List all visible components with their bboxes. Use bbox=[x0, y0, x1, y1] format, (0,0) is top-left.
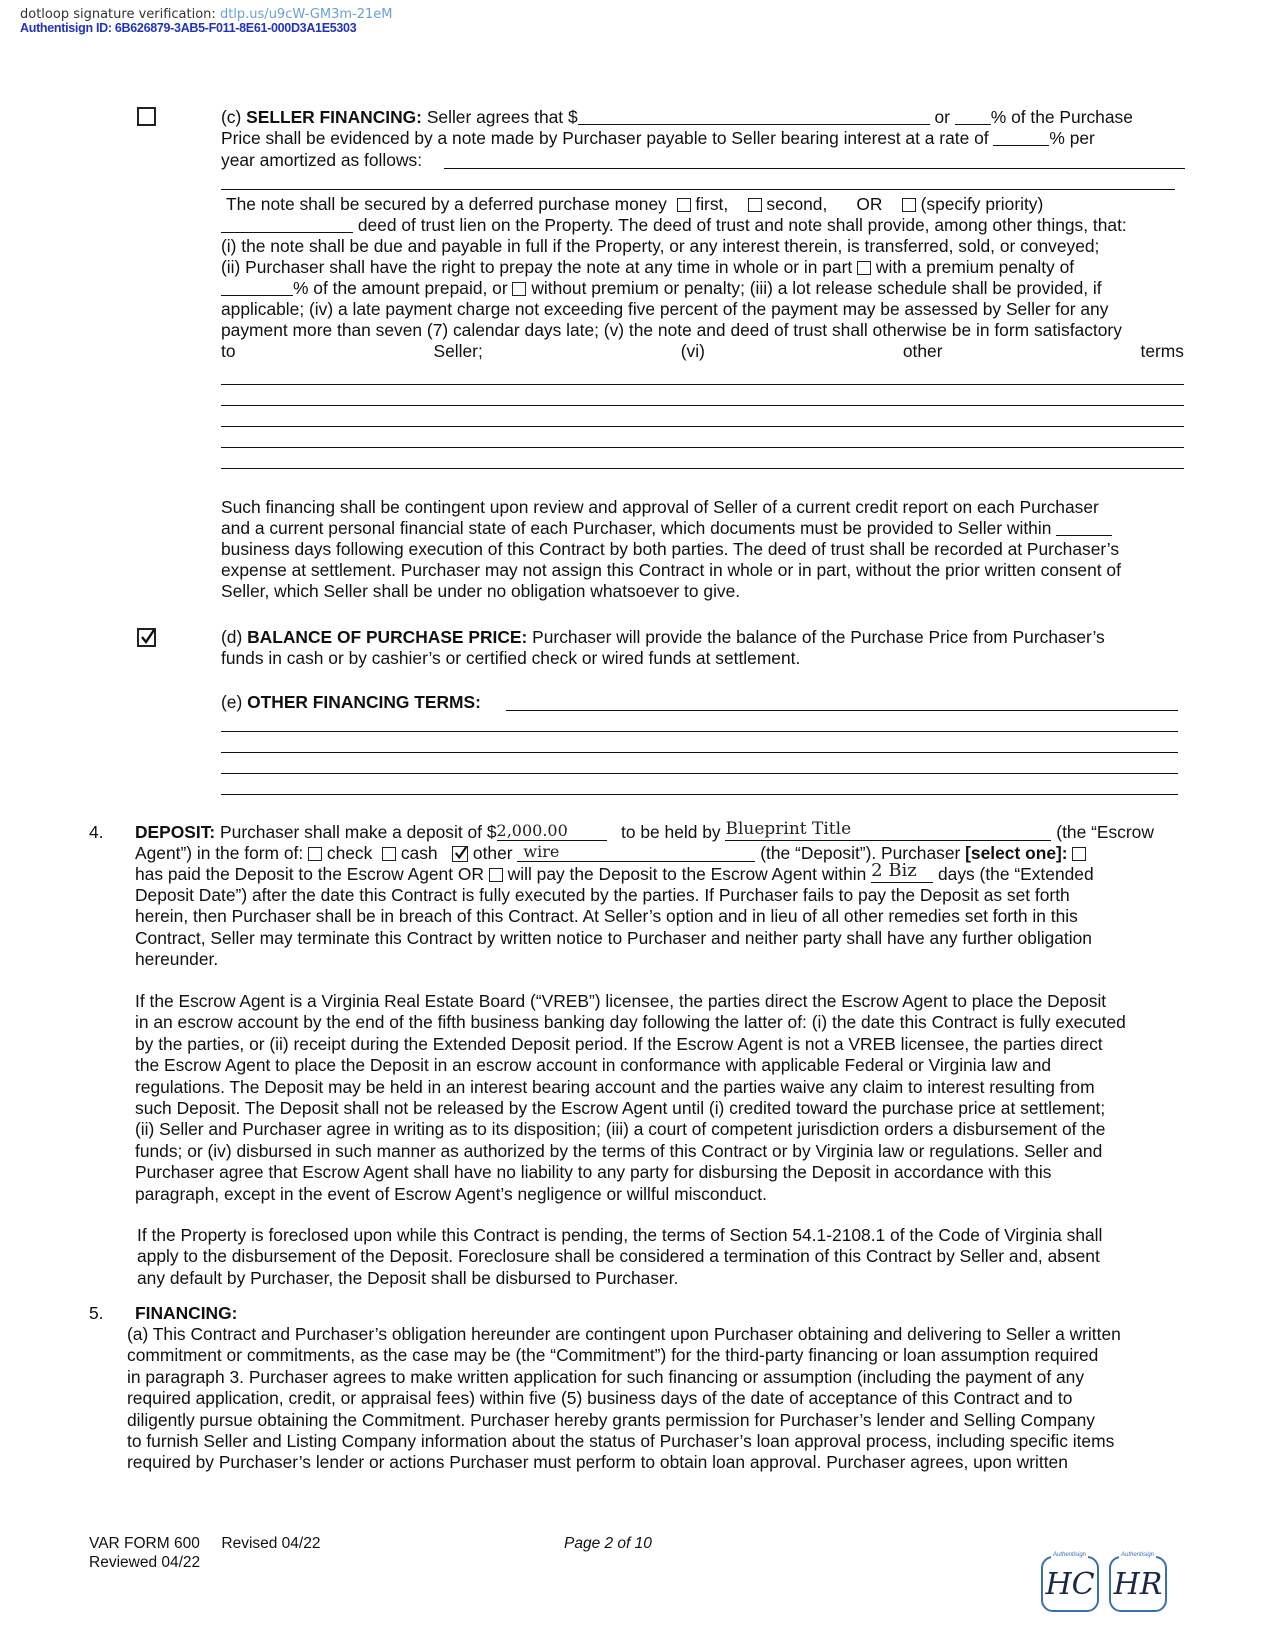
p2-line6: payment more than seven (7) calendar days late; (v) the note and deed of trust shall otherwise be in form satisfactory bbox=[221, 320, 1122, 340]
financing-number: 5. bbox=[89, 1303, 104, 1323]
section-c-line3: year amortized as follows: bbox=[221, 150, 423, 170]
text: deed of trust lien on the Property. The deed of trust and note shall provide, among other things, that: bbox=[357, 215, 1127, 235]
initials-value: HR bbox=[1113, 1567, 1163, 1602]
deposit-text-line: Contract, Seller may terminate this Contract by written notice to Purchaser and neither party shall have any further obligation bbox=[135, 927, 1092, 948]
vreb-line: funds; or (iv) disbursed in such manner as authorized by the terms of this Contract or by Virginia law or regulations. Seller and bbox=[135, 1140, 1103, 1161]
text: Seller; bbox=[433, 341, 483, 361]
other-checkbox-checked[interactable] bbox=[452, 846, 468, 862]
check-checkbox[interactable] bbox=[308, 847, 322, 861]
has-paid-checkbox[interactable] bbox=[1072, 847, 1086, 861]
text: % of the Purchase bbox=[990, 107, 1133, 127]
days-field[interactable] bbox=[871, 860, 933, 883]
foreclosure-line: apply to the disbursement of the Deposit. Foreclosure shall be considered a termination of this Contract by Seller and, absent bbox=[137, 1246, 1100, 1267]
amortized-line-2[interactable] bbox=[221, 189, 1175, 190]
vreb-line: in an escrow account by the end of the fifth business banking day following the latter of: (i) the date this Contract is fully executed bbox=[135, 1012, 1126, 1033]
deposit-text-line: Deposit Date”) after the date this Contract is fully executed by the parties. If Purchaser fails to pay the Deposit as set forth bbox=[135, 885, 1070, 905]
text: (the “Escrow bbox=[1056, 822, 1154, 842]
other-financing-line[interactable] bbox=[221, 752, 1178, 753]
financing-paragraph bbox=[127, 1324, 1185, 1474]
deposit-number: 4. bbox=[89, 822, 104, 842]
foreclosure-paragraph bbox=[137, 1225, 1182, 1289]
text: (d) bbox=[221, 627, 243, 647]
escrow-agent-value: Blueprint Title bbox=[725, 819, 852, 839]
percent-field[interactable] bbox=[955, 108, 991, 125]
section-e-title: OTHER FINANCING TERMS: bbox=[247, 692, 481, 712]
authentisign-tag: Authentisign bbox=[1121, 1552, 1155, 1558]
section-e-heading bbox=[221, 692, 481, 713]
financing-line: required application, credit, or appraisal fees) within five (5) business days of the date of acceptance of this Contract and to bbox=[127, 1388, 1073, 1409]
select-one-label: [select one]: bbox=[965, 843, 1068, 863]
text: with a premium penalty of bbox=[875, 257, 1075, 277]
text: to bbox=[221, 341, 236, 361]
foreclosure-line: If the Property is foreclosed upon while this Contract is pending, the terms of Section 54.1-2108.1 of the Code of Virginia shall bbox=[137, 1225, 1103, 1245]
vreb-line: Purchaser agree that Escrow Agent shall have no liability to any party for disbursing the Deposit in accordance with this bbox=[135, 1162, 1052, 1183]
vreb-line: by the parties, or (ii) receipt during the Extended Deposit period. If the Escrow Agent is not a VREB licensee, the parties direct bbox=[135, 1033, 1103, 1054]
other-terms-line[interactable] bbox=[221, 426, 1184, 427]
will-pay-checkbox[interactable] bbox=[489, 868, 503, 882]
text: check bbox=[326, 843, 373, 863]
text: without premium or penalty; (iii) a lot release schedule shall be provided, if bbox=[531, 278, 1102, 298]
p2-line5: applicable; (iv) a late payment charge not exceeding five percent of the payment may be assessed by Seller for any bbox=[221, 299, 1109, 319]
deposit-text-line: hereunder. bbox=[135, 949, 219, 970]
specify-priority-checkbox[interactable] bbox=[902, 198, 916, 212]
revised-date: Revised 04/22 bbox=[221, 1535, 321, 1552]
text: Purchaser shall make a deposit of $ bbox=[220, 822, 497, 842]
balance-checkbox-checked[interactable] bbox=[137, 628, 156, 647]
footer-form bbox=[89, 1534, 320, 1553]
authentisign-id: Authentisign ID: 6B626879-3AB5-F011-8E61-000D3A1E5303 bbox=[20, 21, 357, 35]
seller-financing-checkbox[interactable] bbox=[137, 107, 156, 126]
interest-rate-field[interactable] bbox=[993, 129, 1049, 146]
deposit-amount-field[interactable] bbox=[496, 821, 607, 841]
initials-box-2[interactable] bbox=[1109, 1552, 1167, 1612]
contingency-line-b bbox=[221, 518, 1184, 539]
other-financing-line[interactable] bbox=[506, 710, 1178, 711]
other-financing-line[interactable] bbox=[221, 773, 1178, 774]
dotloop-verification bbox=[20, 7, 393, 22]
text: % per bbox=[1049, 128, 1095, 148]
text: (e) bbox=[221, 692, 243, 712]
text: The note shall be secured by a deferred purchase money bbox=[226, 194, 667, 214]
secured-line bbox=[226, 194, 1184, 215]
form-number: VAR FORM 600 bbox=[89, 1535, 200, 1552]
financing-title bbox=[135, 1303, 237, 1324]
second-checkbox[interactable] bbox=[748, 198, 762, 212]
vreb-line: (ii) Seller and Purchaser agree in writing as to its disposition; (iii) a court of competent jurisdiction orders a disbursement of the bbox=[135, 1119, 1106, 1140]
vreb-paragraph bbox=[135, 991, 1185, 1205]
text: Seller agrees that $ bbox=[426, 107, 578, 127]
vreb-line: If the Escrow Agent is a Virginia Real Estate Board (“VREB”) licensee, the parties direct the Escrow Agent to place the Deposit bbox=[135, 991, 1107, 1011]
text: terms bbox=[1140, 341, 1184, 361]
text: cash bbox=[400, 843, 438, 863]
p2-line7 bbox=[221, 341, 1184, 362]
vreb-line: such Deposit. The Deposit shall not be released by the Escrow Agent until (i) credited toward the purchase price at settlement; bbox=[135, 1098, 1106, 1119]
initials-box-1[interactable] bbox=[1041, 1552, 1099, 1612]
text: (specify priority) bbox=[920, 194, 1044, 214]
financing-title-text: FINANCING: bbox=[135, 1303, 238, 1323]
financing-line: in paragraph 3. Purchaser agrees to make written application for such financing or assumption (including the payment of any bbox=[127, 1366, 1085, 1387]
checkmark-icon bbox=[454, 846, 468, 860]
text: (vi) bbox=[680, 341, 705, 361]
foreclosure-line: any default by Purchaser, the Deposit shall be disbursed to Purchaser. bbox=[137, 1267, 679, 1288]
amortized-line[interactable] bbox=[444, 168, 1185, 169]
business-days-field[interactable] bbox=[1056, 519, 1112, 536]
escrow-agent-field[interactable] bbox=[725, 819, 1051, 841]
text: other bbox=[902, 341, 943, 361]
other-terms-line[interactable] bbox=[221, 447, 1184, 448]
financing-line: (a) This Contract and Purchaser’s obligation hereunder are contingent upon Purchaser obtaining and delivering to Seller a written bbox=[127, 1324, 1121, 1344]
section-d-line1 bbox=[221, 627, 1184, 648]
premium-penalty-checkbox[interactable] bbox=[857, 261, 871, 275]
text: % of the amount prepaid, or bbox=[293, 278, 508, 298]
cash-checkbox[interactable] bbox=[382, 847, 396, 861]
seller-amount-field[interactable] bbox=[578, 108, 930, 125]
financing-line: diligently pursue obtaining the Commitment. Purchaser hereby grants permission for Purchaser’s lender and Selling Company bbox=[127, 1409, 1095, 1430]
text: Purchaser will provide the balance of the Purchase Price from Purchaser’s bbox=[532, 627, 1105, 647]
text: Agent”) in the form of: bbox=[135, 843, 304, 863]
text: OR bbox=[856, 194, 883, 214]
deposit-title: DEPOSIT: bbox=[135, 822, 216, 842]
deposit-line2 bbox=[135, 843, 1185, 864]
other-financing-line[interactable] bbox=[221, 794, 1178, 795]
contingency-line-a: Such financing shall be contingent upon review and approval of Seller of a current credit report on each Purchaser bbox=[221, 497, 1099, 517]
section-c-line2 bbox=[221, 128, 1184, 149]
other-terms-line[interactable] bbox=[221, 405, 1184, 406]
p2-line1 bbox=[221, 215, 1184, 236]
vreb-line: paragraph, except in the event of Escrow Agent’s negligence or willful misconduct. bbox=[135, 1183, 767, 1204]
initials-value: HC bbox=[1045, 1567, 1095, 1602]
page-number: Page 2 of 10 bbox=[564, 1535, 652, 1552]
other-form-field[interactable] bbox=[517, 842, 755, 862]
deposit-text-line: herein, then Purchaser shall be in breach of this Contract. At Seller’s option and in lieu of all other remedies set forth in this bbox=[135, 906, 1078, 927]
other-terms-line[interactable] bbox=[221, 468, 1184, 469]
no-premium-checkbox[interactable] bbox=[512, 282, 526, 296]
p2-line4 bbox=[221, 278, 1102, 299]
text: days (the “Extended bbox=[937, 864, 1094, 884]
contingency-line-c: business days following execution of this Contract by both parties. The deed of trust shall be recorded at Purchaser’s bbox=[221, 539, 1120, 559]
verification-link[interactable]: dtlp.us/u9cW-GM3m-21eM bbox=[219, 7, 393, 22]
section-d-line2: funds in cash or by cashier’s or certified check or wired funds at settlement. bbox=[221, 648, 801, 668]
p2-line3 bbox=[221, 257, 1074, 278]
deposit-rest bbox=[135, 885, 1185, 971]
footer-reviewed: Reviewed 04/22 bbox=[89, 1554, 201, 1571]
financing-line: required by Purchaser’s lender or actions Purchaser must perform to obtain loan approval. Purchaser agrees, upon written bbox=[127, 1452, 1068, 1473]
other-form-value: wire bbox=[523, 842, 560, 861]
verification-label: dotloop signature verification: bbox=[20, 7, 216, 22]
days-value: 2 Biz bbox=[871, 860, 917, 881]
other-terms-line[interactable] bbox=[221, 384, 1184, 385]
contingency-line-d: expense at settlement. Purchaser may not assign this Contract in whole or in part, without the prior written consent of bbox=[221, 560, 1121, 580]
text: other bbox=[472, 843, 513, 863]
contingency-line-e: Seller, which Seller shall be under no obligation whatsoever to give. bbox=[221, 581, 741, 601]
vreb-line: the Escrow Agent to place the Deposit in an escrow account in conformance with applicable Federal or Virginia law and bbox=[135, 1055, 1052, 1076]
priority-field[interactable] bbox=[221, 216, 353, 233]
first-checkbox[interactable] bbox=[677, 198, 691, 212]
section-c-title: SELLER FINANCING: bbox=[246, 107, 422, 127]
deposit-line3 bbox=[135, 860, 1185, 885]
text: first, bbox=[695, 194, 729, 214]
vreb-line: regulations. The Deposit may be held in an interest bearing account and the parties waive any claim to interest resulting from bbox=[135, 1076, 1095, 1097]
penalty-percent-field[interactable] bbox=[221, 279, 293, 296]
text: to be held by bbox=[621, 822, 721, 842]
text: and a current personal financial state of each Purchaser, which documents must be provided to Seller within bbox=[221, 518, 1052, 538]
deposit-line1 bbox=[135, 819, 1185, 843]
other-financing-line[interactable] bbox=[221, 731, 1178, 732]
checkmark-icon bbox=[140, 629, 156, 645]
text: (ii) Purchaser shall have the right to prepay the note at any time in whole or in part bbox=[221, 257, 853, 277]
authentisign-tag: Authentisign bbox=[1053, 1552, 1087, 1558]
deposit-amount-value: 2,000.00 bbox=[496, 821, 568, 840]
text: has paid the Deposit to the Escrow Agent OR bbox=[135, 864, 484, 884]
financing-line: to furnish Seller and Listing Company information about the status of Purchaser’s loan approval process, including specific items bbox=[127, 1431, 1115, 1452]
text: or bbox=[934, 107, 950, 127]
text: Price shall be evidenced by a note made by Purchaser payable to Seller bearing interest at a rate of bbox=[221, 128, 989, 148]
text: (the “Deposit”). Purchaser bbox=[760, 843, 961, 863]
text: second, bbox=[766, 194, 828, 214]
p2-line2: (i) the note shall be due and payable in full if the Property, or any interest therein, is transferred, sold, or conveyed; bbox=[221, 236, 1100, 256]
financing-line: commitment or commitments, as the case may be (the “Commitment”) for the third-party financing or loan assumption required bbox=[127, 1345, 1099, 1366]
text: will pay the Deposit to the Escrow Agent within bbox=[507, 864, 867, 884]
section-d-title: BALANCE OF PURCHASE PRICE: bbox=[247, 627, 528, 647]
section-c-label: (c) bbox=[221, 107, 242, 127]
section-c-line1 bbox=[221, 107, 1184, 128]
